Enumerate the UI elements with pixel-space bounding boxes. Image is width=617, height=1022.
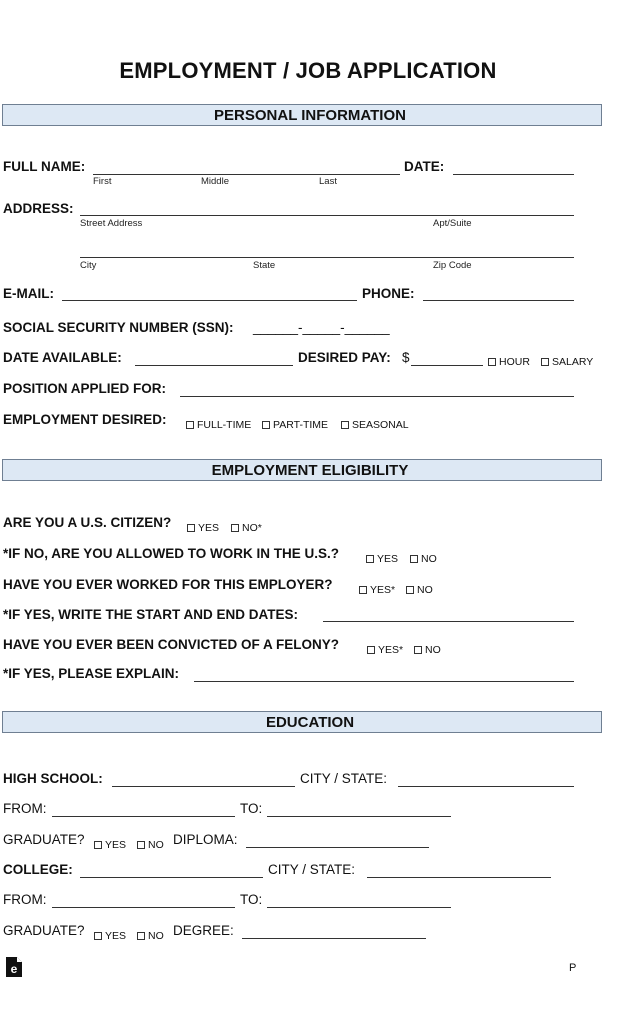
allowed-yes-checkbox[interactable] [366, 555, 374, 563]
explain-field[interactable] [194, 681, 574, 682]
college-graduate-yes-option[interactable]: YES [94, 926, 132, 944]
section-header-eligibility [2, 459, 602, 481]
address-label: ADDRESS: [3, 201, 74, 216]
college-to-field[interactable] [267, 907, 451, 908]
dates-question: *IF YES, WRITE THE START AND END DATES: [3, 607, 299, 622]
citizen-yes-checkbox[interactable] [187, 524, 195, 532]
city-hint: City [80, 260, 97, 271]
street-hint: Street Address [80, 218, 143, 229]
hs-city-state-label: CITY / STATE: [300, 771, 388, 786]
felony-question: HAVE YOU EVER BEEN CONVICTED OF A FELONY? [3, 637, 340, 652]
dollar-sign: $ [402, 350, 410, 365]
last-hint: Last [319, 176, 337, 187]
college-to-label: TO: [240, 892, 263, 907]
ssn-field[interactable]: ______-_____-______ [253, 320, 390, 335]
worked-before-question: HAVE YOU EVER WORKED FOR THIS EMPLOYER? [3, 577, 333, 592]
first-hint: First [93, 176, 112, 187]
high-school-field[interactable] [112, 786, 295, 787]
page-mark: P [569, 962, 577, 974]
felony-no-checkbox[interactable] [414, 646, 422, 654]
date-label: DATE: [404, 159, 445, 174]
worked-no-option[interactable]: NO [406, 580, 439, 598]
hs-to-label: TO: [240, 801, 263, 816]
worked-yes-option[interactable]: YES* [359, 580, 401, 598]
citizen-question: ARE YOU A U.S. CITIZEN? [3, 515, 172, 530]
part-time-checkbox[interactable] [262, 421, 270, 429]
college-city-state-label: CITY / STATE: [268, 862, 356, 877]
felony-yes-option[interactable]: YES* [367, 640, 409, 658]
college-field[interactable] [80, 877, 263, 878]
hs-from-field[interactable] [52, 816, 235, 817]
hs-graduate-label: GRADUATE? [3, 832, 85, 847]
position-label: POSITION APPLIED FOR: [3, 381, 167, 396]
full-time-checkbox[interactable] [186, 421, 194, 429]
allowed-no-option[interactable]: NO [410, 549, 443, 567]
hs-to-field[interactable] [267, 816, 451, 817]
document-e-icon [4, 956, 24, 978]
college-from-label: FROM: [3, 892, 47, 907]
allowed-question: *IF NO, ARE YOU ALLOWED TO WORK IN THE U.S.? [3, 546, 340, 561]
section-title: EMPLOYMENT ELIGIBILITY [211, 462, 409, 479]
hs-graduate-no-checkbox[interactable] [137, 841, 145, 849]
felony-yes-checkbox[interactable] [367, 646, 375, 654]
hs-city-state-field[interactable] [398, 786, 574, 787]
diploma-field[interactable] [246, 847, 429, 848]
section-header-education [2, 711, 602, 733]
college-graduate-no-checkbox[interactable] [137, 932, 145, 940]
college-graduate-no-option[interactable]: NO [137, 926, 170, 944]
date-available-field[interactable] [135, 365, 293, 366]
section-title: EDUCATION [265, 714, 355, 731]
section-header-personal [2, 104, 602, 126]
phone-field[interactable] [423, 300, 574, 301]
seasonal-checkbox[interactable] [341, 421, 349, 429]
hs-graduate-no-option[interactable]: NO [137, 835, 170, 853]
part-time-option[interactable]: PART-TIME [262, 415, 334, 433]
degree-field[interactable] [242, 938, 426, 939]
full-name-label: FULL NAME: [3, 159, 86, 174]
hour-option[interactable]: HOUR [488, 352, 536, 370]
employment-desired-label: EMPLOYMENT DESIRED: [3, 412, 167, 427]
citizen-no-option[interactable]: NO* [231, 518, 268, 536]
zip-hint: Zip Code [433, 260, 472, 271]
college-from-field[interactable] [52, 907, 235, 908]
apt-hint: Apt/Suite [433, 218, 472, 229]
date-field[interactable] [453, 174, 574, 175]
hs-graduate-yes-option[interactable]: YES [94, 835, 132, 853]
ssn-label: SOCIAL SECURITY NUMBER (SSN): [3, 320, 234, 335]
college-graduate-label: GRADUATE? [3, 923, 85, 938]
allowed-no-checkbox[interactable] [410, 555, 418, 563]
college-graduate-yes-checkbox[interactable] [94, 932, 102, 940]
citizen-no-checkbox[interactable] [231, 524, 239, 532]
page-title: EMPLOYMENT / JOB APPLICATION [119, 58, 497, 83]
position-field[interactable] [180, 396, 574, 397]
college-label: COLLEGE: [3, 862, 73, 877]
full-time-option[interactable]: FULL-TIME [186, 415, 257, 433]
state-hint: State [253, 260, 276, 271]
explain-label: *IF YES, PLEASE EXPLAIN: [3, 666, 180, 681]
street-address-field[interactable] [80, 215, 574, 216]
phone-label: PHONE: [362, 286, 415, 301]
hour-checkbox[interactable] [488, 358, 496, 366]
salary-option[interactable]: SALARY [541, 352, 599, 370]
high-school-label: HIGH SCHOOL: [3, 771, 103, 786]
email-label: E-MAIL: [3, 286, 54, 301]
date-available-label: DATE AVAILABLE: [3, 350, 122, 365]
hs-graduate-yes-checkbox[interactable] [94, 841, 102, 849]
desired-pay-field[interactable] [411, 365, 483, 366]
city-state-zip-field[interactable] [80, 257, 574, 258]
citizen-yes-option[interactable]: YES [187, 518, 225, 536]
full-name-field[interactable] [93, 174, 400, 175]
allowed-yes-option[interactable]: YES [366, 549, 404, 567]
college-city-state-field[interactable] [367, 877, 551, 878]
dates-field[interactable] [323, 621, 574, 622]
diploma-label: DIPLOMA: [173, 832, 238, 847]
worked-yes-checkbox[interactable] [359, 586, 367, 594]
hs-from-label: FROM: [3, 801, 47, 816]
felony-no-option[interactable]: NO [414, 640, 447, 658]
section-title: PERSONAL INFORMATION [214, 107, 406, 124]
svg-text:e: e [10, 962, 18, 976]
degree-label: DEGREE: [173, 923, 234, 938]
desired-pay-label: DESIRED PAY: [298, 350, 391, 365]
seasonal-option[interactable]: SEASONAL [341, 415, 415, 433]
email-field[interactable] [62, 300, 357, 301]
worked-no-checkbox[interactable] [406, 586, 414, 594]
salary-checkbox[interactable] [541, 358, 549, 366]
middle-hint: Middle [201, 176, 229, 187]
